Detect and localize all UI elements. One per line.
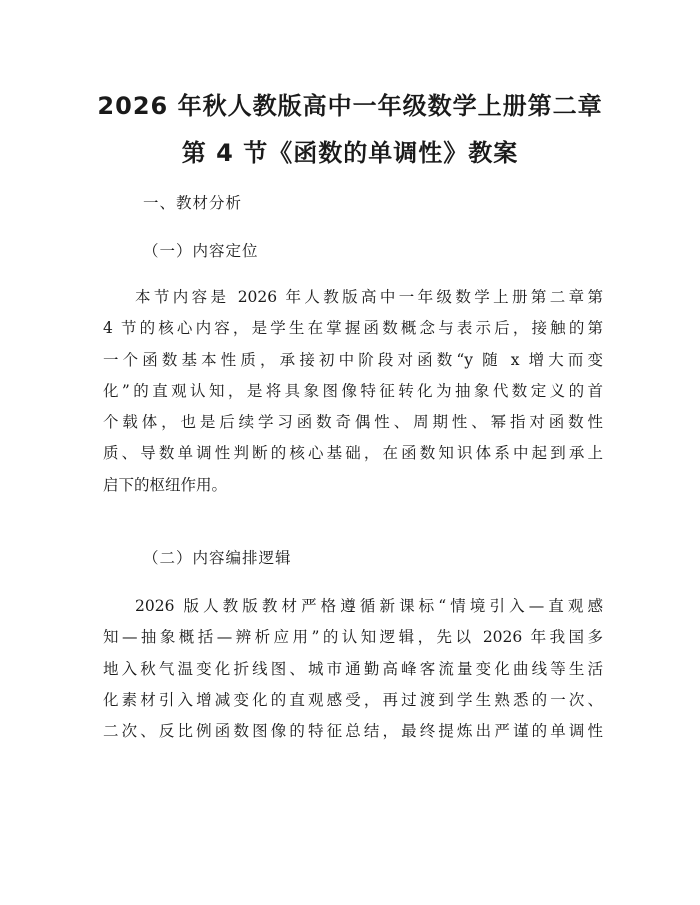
paragraph-line: 启下的枢纽作用。 (103, 475, 228, 494)
paragraph-line: 质、导数单调性判断的核心基础，在函数知识体系中起到承上 (103, 444, 603, 463)
paragraph-line: 知—抽象概括—辨析应用”的认知逻辑，先以 2026 年我国多 (103, 628, 603, 647)
document-title-line-1: 2026 年秋人教版高中一年级数学上册第二章 (97, 92, 603, 120)
paragraph-line: 二次、反比例函数图像的特征总结，最终提炼出严谨的单调性 (103, 722, 603, 741)
subsection-heading-content-arrangement: （二）内容编排逻辑 (143, 549, 292, 567)
paragraph-line: 本节内容是 2026 年人教版高中一年级数学上册第二章第 (135, 288, 603, 306)
subsection-heading-content-positioning: （一）内容定位 (143, 242, 259, 260)
paragraph-line: 化”的直观认知，是将具象图像特征转化为抽象代数定义的首 (103, 381, 603, 400)
paragraph-line: 地入秋气温变化折线图、城市通勤高峰客流量变化曲线等生活 (103, 659, 603, 678)
document-title-line-2: 第 4 节《函数的单调性》教案 (181, 139, 519, 167)
section-heading-textbook-analysis: 一、教材分析 (143, 194, 243, 212)
paragraph-line: 个载体，也是后续学习函数奇偶性、周期性、幂指对函数性 (103, 413, 603, 432)
paragraph-line: 一个函数基本性质，承接初中阶段对函数“y 随 x 增大而变 (103, 350, 603, 369)
paragraph-line: 4 节的核心内容，是学生在掌握函数概念与表示后，接触的第 (103, 319, 603, 338)
paragraph-content-arrangement (103, 591, 603, 747)
paragraph-line: 2026 版人教版教材严格遵循新课标“情境引入—直观感 (135, 597, 603, 615)
paragraph-content-positioning (103, 282, 603, 501)
paragraph-line: 化素材引入增减变化的直观感受，再过渡到学生熟悉的一次、 (103, 690, 603, 709)
